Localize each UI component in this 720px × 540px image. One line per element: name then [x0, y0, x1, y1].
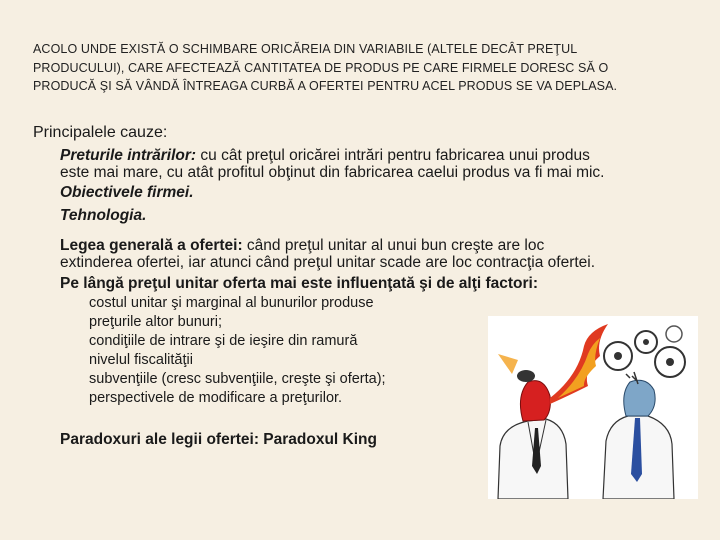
factor-item: subvenţiile (cresc subvenţiile, creşte şi oferta); — [89, 371, 386, 387]
factor-item: costul unitar şi marginal al bunurilor produse — [89, 295, 374, 311]
law-paragraph — [60, 237, 544, 254]
cause-item-1-text: cu cât preţul oricărei intrări pentru fabricarea unui produs — [196, 147, 590, 164]
cause-item-1-label: Preturile intrărilor: — [60, 147, 197, 164]
slide-heading — [33, 40, 693, 96]
business-illustration — [488, 316, 698, 499]
causes-title: Principalele cauze: — [33, 124, 168, 141]
cause-item-1-continued: este mai mare, cu atât profitul obţinut din fabricarea caelui produs va fi mai mic. — [60, 164, 605, 181]
paradox-line: Paradoxuri ale legii ofertei: Paradoxul King — [60, 431, 377, 448]
heading-line-3: PRODUCĂ ŞI SĂ VÂNDĂ ÎNTREAGA CURBĂ A OFERTEI PENTRU ACEL PRODUS SE VA DEPLASA. — [33, 79, 618, 93]
law-text: când preţul unitar al unui bun creşte are loc — [242, 237, 545, 254]
factors-title: Pe lângă preţul unitar oferta mai este influenţată şi de alţi factori: — [60, 275, 539, 292]
illustration-figures — [488, 316, 698, 499]
heading-line-2: PRODUCULUI), CARE AFECTEAZĂ CANTITATEA DE PRODUS PE CARE FIRMELE DORESC SĂ O — [33, 60, 609, 75]
law-paragraph-continued: extinderea ofertei, iar atunci când preţul unitar scade are loc contracţia ofertei. — [60, 254, 596, 271]
cause-item-1 — [60, 147, 590, 164]
factor-item: preţurile altor bunuri; — [89, 314, 222, 330]
factor-item: nivelul fiscalităţii — [89, 352, 193, 368]
cause-item-3: Tehnologia. — [60, 207, 147, 224]
heading-line-1: ACOLO UNDE EXISTĂ O SCHIMBARE ORICĂREIA DIN VARIABILE (ALTELE DECÂT PREŢUL — [33, 42, 578, 56]
factor-item: perspectivele de modificare a preţurilor. — [89, 390, 343, 406]
cause-item-2: Obiectivele firmei. — [60, 184, 194, 201]
factor-item: condiţiile de intrare şi de ieşire din ramură — [89, 333, 358, 349]
law-label: Legea generală a ofertei: — [60, 237, 243, 254]
